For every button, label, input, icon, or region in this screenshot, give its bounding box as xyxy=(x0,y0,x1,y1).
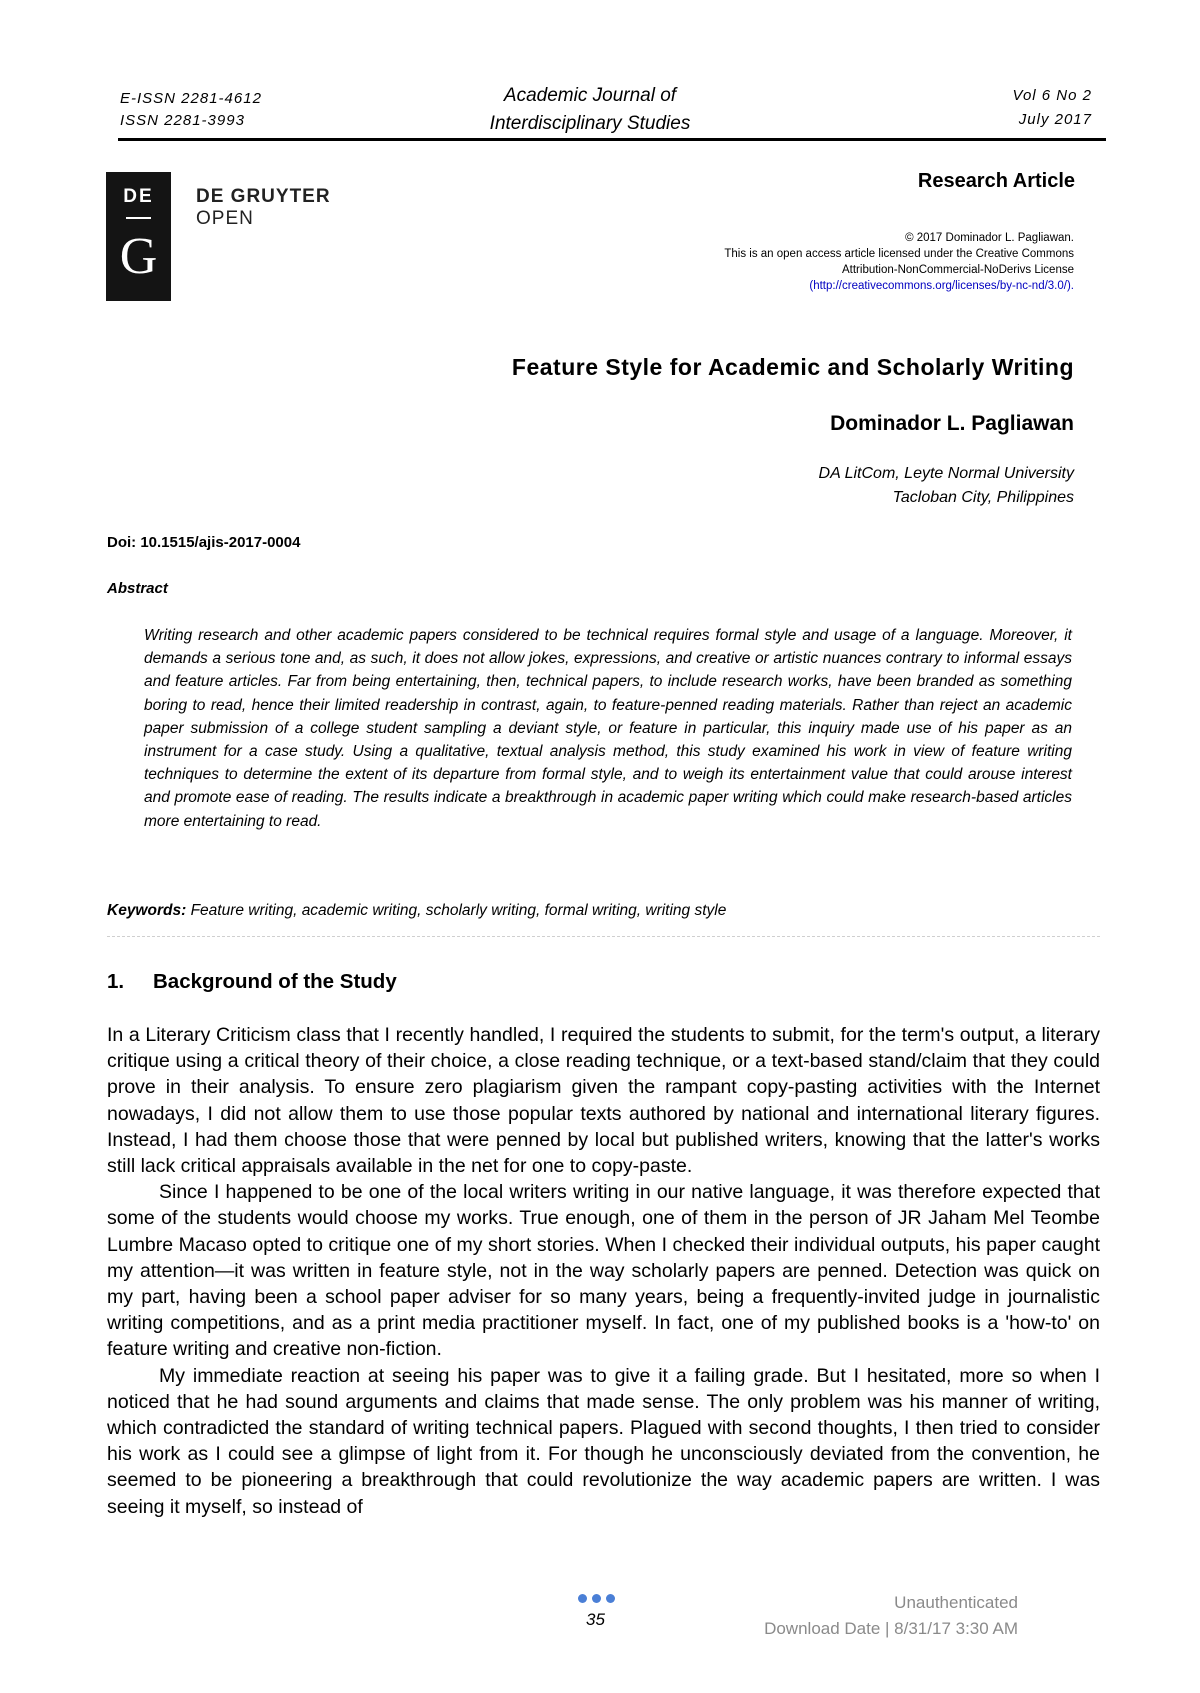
download-date: Download Date | 8/31/17 3:30 AM xyxy=(764,1619,1018,1638)
keywords xyxy=(107,902,726,920)
logo-mark-bottom: G xyxy=(119,228,158,285)
affiliation xyxy=(819,462,1074,510)
volume-block xyxy=(1013,84,1093,132)
body-paragraph-2: Since I happened to be one of the local writers writing in our native language, it was therefore expected that some of the students would choose my works. True enough, one of them in the person of JR Jaham Mel Teombe Lumbre Macaso opted to critique one of my short stories. When I checked their individual outputs, his paper caught my attention—it was written in feature style, not in the way scholarly papers are penned. Detection was quick on my part, having been a school paper adviser for so many years, being a frequently-invited judge in journalistic writing competitions, and as a print media practitioner myself. In fact, one of my published books is a 'how-to' on feature writing and creative non-fiction. xyxy=(107,1181,1100,1361)
body-paragraph-3: My immediate reaction at seeing his paper was to give it a failing grade. But I hesitated, more so when I noticed that he had sound arguments and claims that made sense. The only problem was his manner of writing, which contradicted the standard of writing technical papers. Plagued with second thoughts, I then tried to consider his work as I could see a glimpse of light from it. For though he unconsciously deviated from the convention, he seemed to be pioneering a breakthrough that could revolutionize the way academic papers are written. I was seeing it myself, so instead of xyxy=(107,1364,1100,1518)
publisher-name xyxy=(196,186,331,230)
volume: Vol 6 No 2 xyxy=(1012,87,1092,104)
abstract-heading: Abstract xyxy=(107,580,168,597)
issn: ISSN 2281-3993 xyxy=(120,112,245,129)
download-note xyxy=(764,1590,1018,1642)
license-block xyxy=(724,230,1074,294)
body-text xyxy=(107,1022,1100,1520)
journal-line-2: Interdisciplinary Studies xyxy=(489,113,691,134)
copyright-line: © 2017 Dominador L. Pagliawan. xyxy=(905,232,1074,244)
keywords-divider xyxy=(107,936,1100,937)
license-line-3: Attribution-NonCommercial-NoDerivs License xyxy=(842,264,1074,276)
de-gruyter-logo-icon xyxy=(106,172,171,301)
author-name: Dominador L. Pagliawan xyxy=(830,412,1074,435)
page-number: 35 xyxy=(586,1610,605,1629)
body-paragraph-1: In a Literary Criticism class that I recently handled, I required the students to submit, for the term's output, a literary critique using a critical theory of their choice, a close reading technique, or a text-based stand/claim that they could prove in their analysis. To ensure zero plagiarism given the rampant copy-pasting activities with the Internet nowadays, I did not allow them to use those popular texts authored by national and international literary figures. Instead, I had them choose those that were penned by local but published writers, knowing that the latter's works still lack critical appraisals available in the net for one to copy-paste. xyxy=(107,1024,1100,1178)
article-title: Feature Style for Academic and Scholarly Writing xyxy=(511,354,1074,380)
license-link[interactable]: (http://creativecommons.org/licenses/by-nc-nd/3.0/). xyxy=(809,280,1074,292)
header-rule xyxy=(118,138,1106,141)
section-title: Background of the Study xyxy=(153,970,397,993)
publisher-name-line-1: DE GRUYTER xyxy=(196,186,331,207)
abstract-text: Writing research and other academic papers considered to be technical requires formal style and usage of a language. Moreover, it demands a serious tone and, as such, it does not allow jokes, expressions, and creative or artistic nuances contrary to informal essays and feature articles. Far from being entertaining, then, technical papers, to include research works, have been branded as something boring to read, hence their limited readership in contrast, again, to feature-penned reading materials. Rather than reject an academic paper submission of a college student sampling a deviant style, or feature in particular, this inquiry made use of his paper as an instrument for a case study. Using a qualitative, textual analysis method, this study examined his work in view of feature writing techniques to determine the extent of its departure from formal style, and to weigh its entertainment value that could arouse interest and promote ease of reading. The results indicate a breakthrough in academic paper writing which could make research-based articles more entertaining to read. xyxy=(144,627,1072,830)
logo-mark-top: DE xyxy=(123,186,154,207)
unauthenticated-label: Unauthenticated xyxy=(894,1593,1018,1612)
eissn: E-ISSN 2281-4612 xyxy=(120,90,262,107)
article-type: Research Article xyxy=(917,170,1075,192)
more-dots-icon xyxy=(578,1590,620,1608)
section-heading xyxy=(107,970,397,994)
publisher-name-line-2: OPEN xyxy=(196,208,254,229)
logo-divider xyxy=(126,217,151,219)
issn-block xyxy=(120,88,262,132)
affiliation-line-1: DA LitCom, Leyte Normal University xyxy=(818,465,1074,482)
affiliation-line-2: Tacloban City, Philippines xyxy=(892,489,1074,506)
issue-date: July 2017 xyxy=(1018,111,1092,128)
journal-name xyxy=(440,82,740,138)
section-number: 1. xyxy=(107,970,125,993)
journal-line-1: Academic Journal of xyxy=(503,85,677,106)
keywords-text: Feature writing, academic writing, scholarly writing, formal writing, writing style xyxy=(190,902,727,919)
keywords-label: Keywords: xyxy=(107,902,187,919)
license-line-2: This is an open access article licensed under the Creative Commons xyxy=(724,248,1074,260)
doi: Doi: 10.1515/ajis-2017-0004 xyxy=(107,534,301,551)
